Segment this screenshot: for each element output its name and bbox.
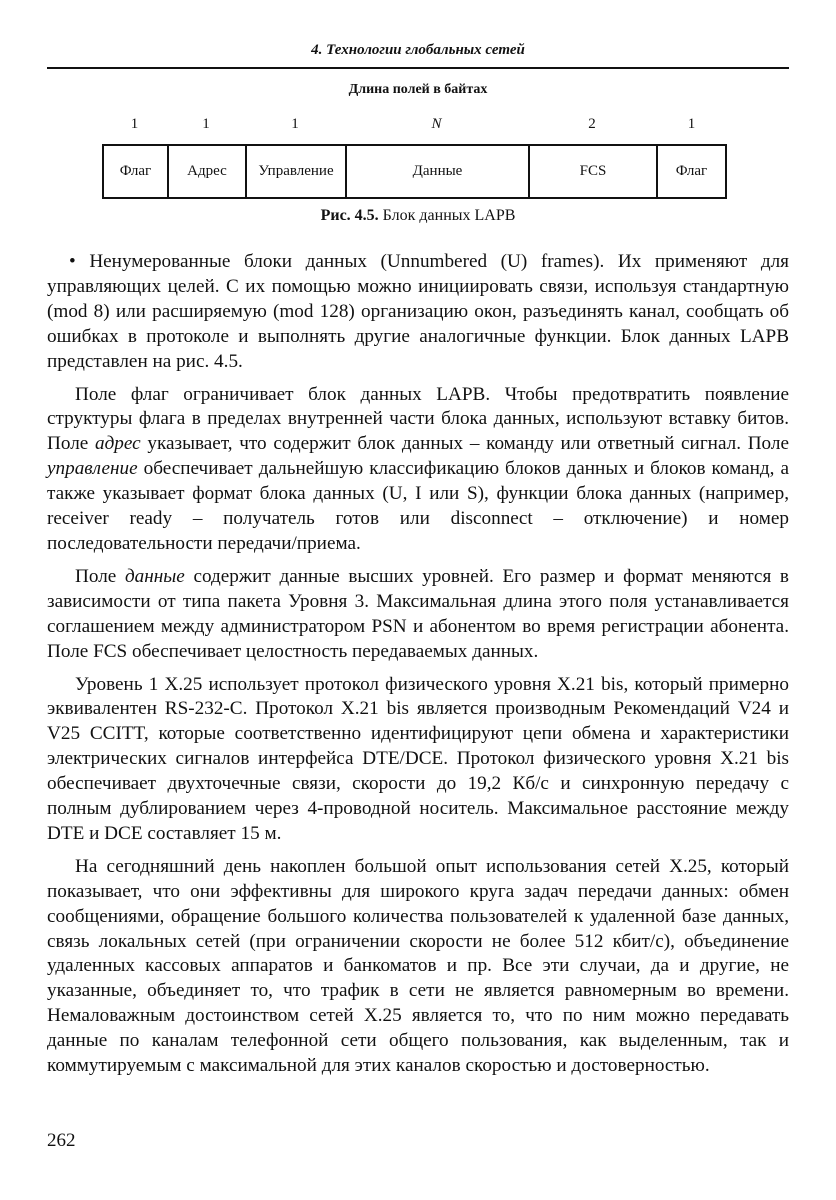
paragraph-text: Поле — [75, 565, 125, 587]
term-emphasis: управление — [47, 458, 138, 480]
field-length: 1 — [687, 116, 696, 132]
frame-field: Данные — [347, 146, 530, 197]
frame-field: Флаг — [675, 163, 708, 179]
field-lengths-row — [102, 116, 727, 136]
paragraph-text: Ненумерованные блоки данных (Unnumbered (U) frames). Их применяют для управляющих целей. С их помощью можно инициировать связи, используя стандартную (mod 8) или расширяемую (mod 128) организацию окон, разъединять канал, сообщать об ошибках в протоколе и выполнять другие аналогичные функции. Блок данных LAPB представлен на рис. 4.5. — [47, 251, 789, 372]
frame-field: Адрес — [169, 146, 247, 197]
field-length: N — [431, 116, 442, 132]
field-length: 1 — [202, 116, 210, 132]
paragraph — [47, 565, 789, 665]
field-length: 1 — [130, 116, 139, 132]
paragraph-text: обеспечивает дальнейшую классификацию блоков данных и блоков команд, а также указывает формат блока данных (U, I или S), функции блока данных (например, receiver ready – получатель готов или disconnect – отключение) и номер последовательности передачи/приема. — [47, 458, 789, 554]
body-text — [47, 250, 789, 1087]
paragraph — [47, 673, 789, 847]
paragraph — [47, 383, 789, 557]
bullet-marker: • — [69, 251, 76, 272]
paragraph-text: Поле флаг ограничивает блок данных LAPB. Чтобы предотвратить появление структуры флага в пределах внутренней части блока данных, используют вставку битов. Поле — [47, 383, 789, 455]
paragraph — [47, 855, 789, 1079]
running-header: 4. Технологии глобальных сетей — [311, 42, 525, 58]
figure-caption — [47, 207, 789, 225]
paragraph-text: содержит данные высших уровней. Его размер и формат меняются в зависимости от типа пакета Уровня 3. Максимальная длина этого поля устанавливается соглашением между администратором PSN и абонентом во время регистрации абонента. Поле FCS обеспечивает целостность передаваемых данных. — [47, 565, 789, 662]
frame-field: Флаг — [104, 146, 169, 197]
field-length: 2 — [588, 116, 596, 132]
header-rule — [47, 67, 789, 69]
caption-number: Рис. 4.5. — [320, 207, 379, 224]
paragraph-text: На сегодняшний день накоплен большой опыт использования сетей X.25, который показывает, что они эффективны для широкого круга задач передачи данных: обмен сообщениями, обращение большого количества пользователей к удаленной базе данных, связь локальных сетей (при ограничении скорости не более 512 кбит/с), объединение удаленных кассовых аппаратов и банкоматов и пр. Все эти случаи, да и другие, не указанные, объединяет то, что трафик в сети не является равномерным во времени. Немаловажным достоинством сетей X.25 является то, что по ним можно передавать данные по каналам телефонной сети общего пользования, как выделенным, так и коммутируемым с максимальной для этих каналов скоростью и достоверностью. — [47, 855, 789, 1077]
field-length: 1 — [291, 116, 299, 132]
term-emphasis: адрес — [94, 433, 141, 455]
frame-field: Управление — [247, 146, 347, 197]
paragraph — [47, 250, 789, 375]
caption-text: Блок данных LAPB — [382, 207, 516, 224]
frame-diagram — [102, 144, 727, 199]
paragraph-text: указывает, что содержит блок данных – команду или ответный сигнал. Поле — [140, 433, 789, 455]
paragraph-text: Уровень 1 X.25 использует протокол физического уровня X.21 bis, который примерно эквивалентен RS-232-C. Протокол X.21 bis является производным Рекомендаций V24 и V25 CCITT, которые соответственно идентифицируют цепи обмена и характеристики электрических сигналов интерфейса DTE/DCE. Протокол физического уровня X.21 bis обеспечивает двухточечные связи, скорости до 19,2 Кб/с и синхронную передачу с полным дублированием через 4-проводной носитель. Максимальное расстояние между DTE и DCE составляет 15 м. — [47, 673, 789, 844]
lapb-frame-figure — [47, 82, 789, 232]
frame-field: FCS — [530, 146, 658, 197]
page-number: 262 — [47, 1130, 76, 1151]
figure-header: Длина полей в байтах — [348, 82, 488, 97]
term-emphasis: данные — [124, 565, 185, 587]
book-page — [47, 0, 789, 1200]
